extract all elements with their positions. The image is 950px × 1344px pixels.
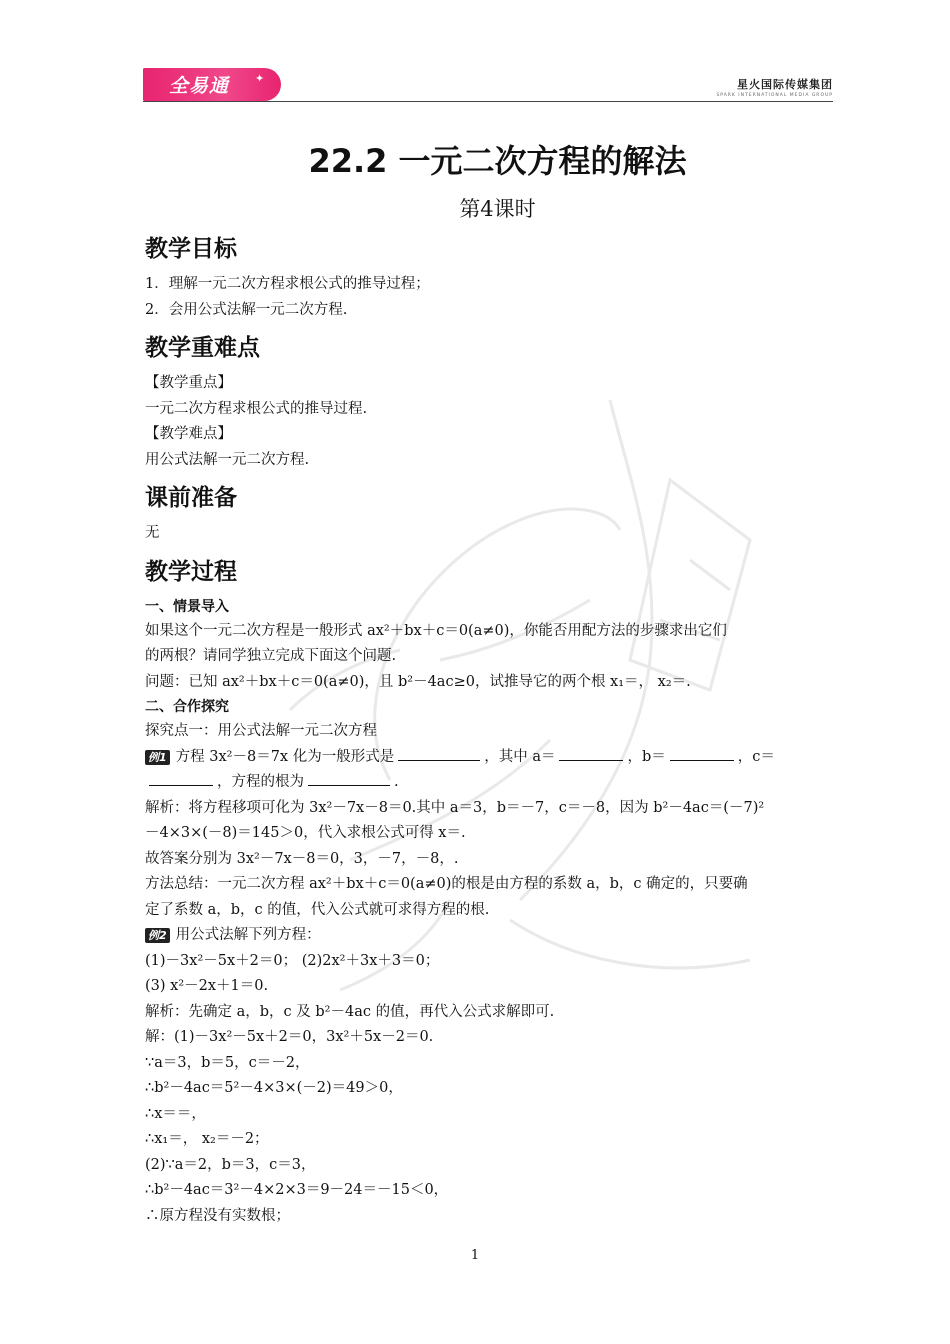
example-2-line: 解：(1)－3x²－5x＋2＝0，3x²＋5x－2＝0. (145, 1029, 434, 1045)
answer-blank (559, 746, 623, 761)
star-icon: ✦ (255, 72, 265, 85)
example-2-line: (1)－3x²－5x＋2＝0； (2)2x²＋3x＋3＝0； (145, 952, 440, 969)
example-1-line: －4×3×(－8)＝145＞0，代入求根公式可得 x＝. (145, 825, 466, 841)
subsection-heading-explore: 二、合作探究 (145, 699, 229, 715)
example-2-line: ∵a＝3，b＝5，c＝－2， (145, 1054, 310, 1071)
example-2-badge: 例2 (145, 928, 170, 943)
example-1-text-c: ，b＝ (627, 748, 666, 765)
example-2-line: ∴原方程没有实数根； (145, 1207, 290, 1224)
difficulty-label: 【教学难点】 (145, 426, 232, 442)
example-1-question (145, 745, 810, 771)
example-2-question (145, 923, 810, 949)
key-point-text: 一元二次方程求根公式的推导过程. (145, 400, 368, 417)
example-2-line: ∴x＝＝， (145, 1105, 206, 1122)
section-heading-process: 教学过程 (145, 558, 237, 585)
answer-blank (308, 771, 390, 786)
intro-line: 问题：已知 ax²＋bx＋c＝0(a≠0)，且 b²－4ac≥0，试推导它的两个根 x₁＝， x₂＝. (145, 673, 691, 690)
example-2-intro: 用公式法解下列方程： (175, 927, 321, 943)
publisher-name: 星火国际传媒集团 (737, 78, 833, 91)
explore-point-title: 探究点一：用公式法解一元二次方程 (145, 723, 377, 739)
answer-blank (149, 771, 213, 786)
intro-line: 如果这个一元二次方程是一般形式 ax²＋bx＋c＝0(a≠0)，你能否用配方法的步骤求出它们 (145, 622, 727, 639)
section-heading-preparation: 课前准备 (145, 485, 237, 511)
header-divider (143, 101, 833, 102)
example-1-text-a: 方程 3x²－8＝7x 化为一般形式是 (175, 748, 395, 765)
subsection-heading-intro: 一、情景导入 (145, 598, 229, 615)
document-body (145, 128, 810, 1229)
intro-line: 的两根？请同学独立完成下面这个问题. (145, 648, 397, 664)
example-1-text-b: ，其中 a＝ (484, 748, 556, 765)
example-2-line: ∴b²－4ac＝5²－4×3×(－2)＝49＞0， (145, 1080, 403, 1096)
example-1-text-f: . (394, 774, 399, 790)
example-2-line: (3) x²－2x＋1＝0. (145, 978, 269, 994)
example-2-line: 解析：先确定 a，b，c 及 b²－4ac 的值，再代入公式求解即可. (145, 1003, 555, 1020)
page-subtitle: 第4课时 (459, 197, 536, 221)
example-1-text-e: ，方程的根为 (217, 774, 304, 790)
logo-text: 全易通 (169, 75, 230, 97)
page-number: 1 (470, 1248, 480, 1263)
difficulty-text: 用公式法解一元二次方程. (145, 451, 310, 468)
section-heading-goals: 教学目标 (145, 236, 237, 262)
goal-item: 2．会用公式法解一元二次方程. (145, 301, 348, 318)
goal-item: 1．理解一元二次方程求根公式的推导过程； (145, 276, 430, 292)
example-1-line: 解析：将方程移项可化为 3x²－7x－8＝0.其中 a＝3，b＝－7，c＝－8，因为 b²－4ac＝(－7)² (145, 799, 765, 816)
brand-logo (143, 68, 281, 101)
section-heading-key-points: 教学重难点 (145, 335, 260, 361)
example-2-line: ∴b²－4ac＝3²－4×2×3＝9－24＝－15＜0， (145, 1182, 449, 1198)
example-1-text-d: ，c＝ (737, 748, 775, 765)
publisher-name-en: SPARK INTERNATIONAL MEDIA GROUP (716, 93, 833, 98)
page-title: 22.2 一元二次方程的解法 (308, 142, 687, 180)
example-1-line: 方法总结：一元二次方程 ax²＋bx＋c＝0(a≠0)的根是由方程的系数 a，b，c 确定的，只要确 (145, 876, 748, 892)
answer-blank (398, 746, 480, 761)
example-1-badge: 例1 (145, 750, 170, 765)
key-point-label: 【教学重点】 (145, 375, 232, 391)
example-1-line: 定了系数 a，b，c 的值，代入公式就可求得方程的根. (145, 901, 490, 918)
example-1-question-cont (145, 770, 810, 796)
example-1-line: 故答案分别为 3x²－7x－8＝0，3，－7，－8，. (145, 850, 459, 867)
page-header (143, 68, 833, 102)
publisher-brand (716, 76, 833, 98)
answer-blank (670, 746, 734, 761)
example-2-line: ∴x₁＝， x₂＝－2； (145, 1131, 269, 1147)
preparation-text: 无 (145, 525, 160, 541)
example-2-line: (2)∵a＝2，b＝3，c＝3， (145, 1156, 316, 1173)
